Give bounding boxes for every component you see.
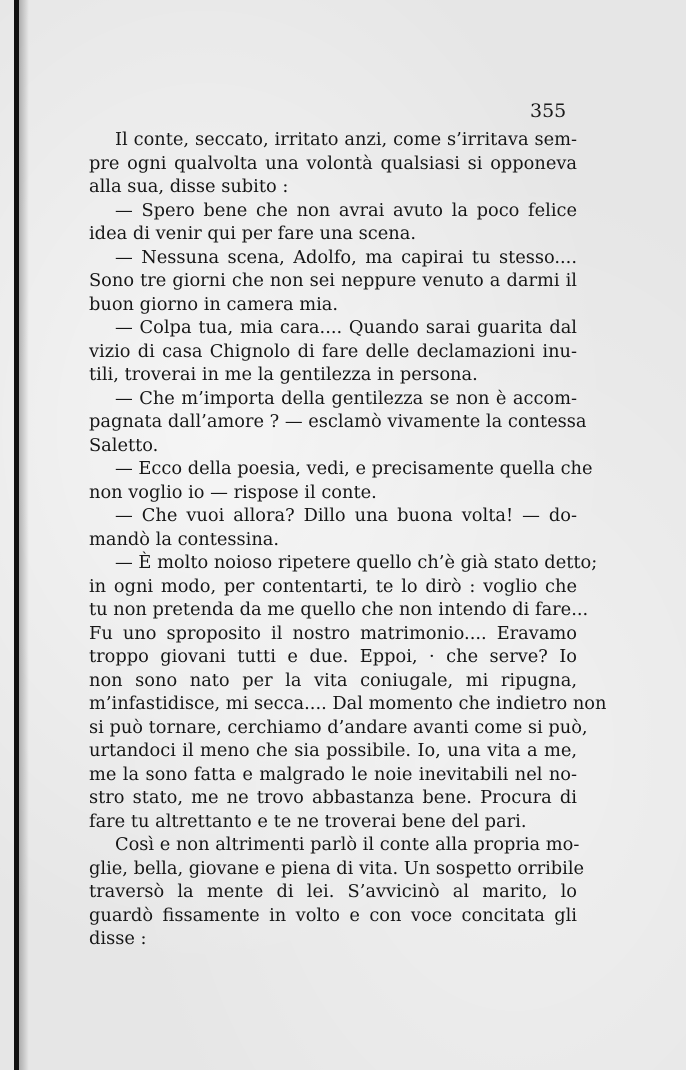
text-line: si può tornare, cerchiamo d’andare avanti come si può, (89, 716, 588, 738)
text-line: vizio di casa Chignolo di fare delle declamazioni inu- (89, 340, 577, 362)
text-line: Fu uno sproposito il nostro matrimonio.... Eravamo (89, 622, 577, 644)
text-line: tu non pretenda da me quello che non intendo di fare... (89, 599, 589, 620)
text-line: — Che vuoi allora? Dillo una buona volta! — do- (115, 505, 577, 526)
text-line: Così e non altrimenti parlò il conte alla propria mo- (115, 834, 580, 855)
text-line: guardò fissamente in volto e con voce concitata gli (89, 904, 577, 926)
text-line: idea di venir qui per fare una scena. (89, 223, 416, 244)
text-line: pagnata dall’amore ? — esclamò vivamente la contessa (89, 411, 587, 432)
text-line: — Che m’importa della gentilezza se non è accom- (115, 387, 577, 409)
text-line: glie, bella, giovane e piena di vita. Un sospetto orribile (89, 857, 585, 879)
text-line: non voglio io — rispose il conte. (89, 481, 377, 503)
text-line: Il conte, seccato, irritato anzi, come s’irritava sem- (115, 129, 577, 150)
text-line: in ogni modo, per contentarti, te lo dirò : voglio che (89, 575, 577, 597)
text-line: alla sua, disse subito : (89, 176, 289, 197)
text-line: traversò la mente di lei. S’avvicinò al marito, lo (89, 881, 577, 902)
text-line: troppo giovani tutti e due. Eppoi, · che serve? Io (89, 646, 577, 667)
text-line: — Spero bene che non avrai avuto la poco felice (115, 199, 577, 221)
text-line: non sono nato per la vita coniugale, mi ripugna, (89, 669, 577, 691)
text-line: tili, troverai in me la gentilezza in persona. (89, 364, 478, 385)
text-line: Sono tre giorni che non sei neppure venuto a darmi il (89, 270, 577, 291)
text-line: — Colpa tua, mia cara.... Quando sarai guarita dal (115, 317, 577, 338)
text-line: urtandoci il meno che sia possibile. Io, una vita a me, (89, 740, 577, 761)
text-line: me la sono fatta e malgrado le noie inevitabili nel no- (89, 763, 577, 785)
text-line: — Ecco della poesia, vedi, e precisamente quella che (115, 458, 593, 479)
page-binding-shadow (19, 0, 29, 1070)
text-line: pre ogni qualvolta una volontà qualsiasi si opponeva (89, 152, 577, 174)
text-line: stro stato, me ne trovo abbastanza bene. Procura di (89, 787, 577, 808)
text-line: — È molto noioso ripetere quello ch’è già stato detto; (115, 552, 598, 573)
text-line: m’infastidisce, mi secca.... Dal momento che indietro non (89, 693, 607, 714)
text-line: — Nessuna scena, Adolfo, ma capirai tu stesso.... (115, 246, 577, 268)
text-line: disse : (89, 928, 147, 949)
text-line: fare tu altrettanto e te ne troverai bene del pari. (89, 810, 527, 832)
text-line: buon giorno in camera mia. (89, 293, 339, 315)
text-line: Saletto. (89, 434, 159, 456)
text-line: mandò la contessina. (89, 528, 280, 550)
page-number: 355 (530, 100, 567, 122)
body-text (89, 128, 607, 951)
